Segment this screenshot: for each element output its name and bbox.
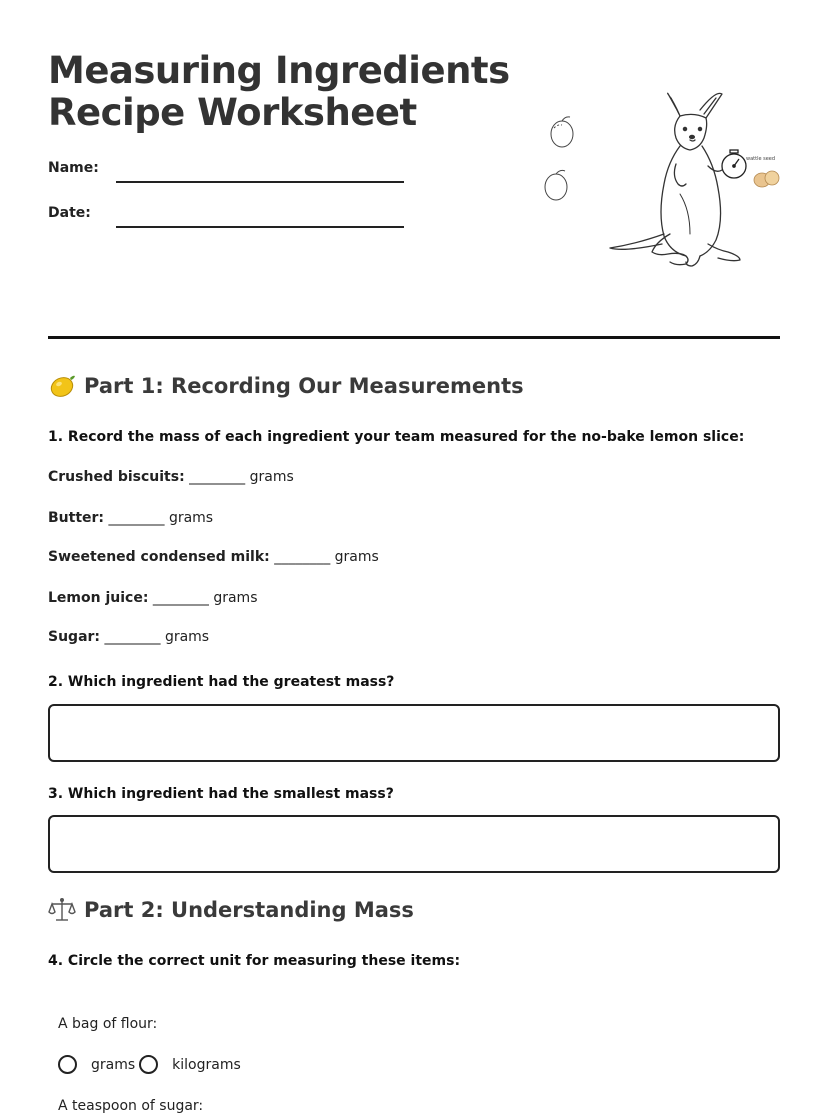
- ingredient-blank[interactable]: ________: [104, 629, 161, 645]
- radio-grams[interactable]: [58, 1055, 77, 1074]
- ingredient-name: Sugar:: [48, 629, 101, 645]
- ingredient-unit: grams: [168, 510, 214, 526]
- unit-options-flour: [58, 1055, 241, 1074]
- ingredient-butter[interactable]: [48, 510, 213, 526]
- radio-kilograms[interactable]: [139, 1055, 158, 1074]
- option-grams-label: grams: [91, 1056, 136, 1073]
- option-kilograms-label: kilograms: [172, 1056, 241, 1073]
- title-line-1: Measuring Ingredients: [48, 49, 510, 92]
- ingredient-condensed-milk[interactable]: [48, 549, 379, 565]
- worksheet-title: [48, 50, 510, 134]
- question-4: 4. Circle the correct unit for measuring these items:: [48, 953, 461, 969]
- title-line-2: Recipe Worksheet: [48, 91, 417, 134]
- kangaroo-illustration: [540, 84, 776, 274]
- part2-heading: [48, 896, 414, 924]
- ingredient-blank[interactable]: ________: [189, 469, 246, 485]
- name-label: Name:: [48, 160, 99, 176]
- balance-scale-icon: [48, 896, 76, 924]
- name-line[interactable]: [116, 181, 404, 183]
- ingredient-lemon-juice[interactable]: [48, 590, 257, 606]
- ingredient-blank[interactable]: ________: [108, 510, 165, 526]
- date-field[interactable]: [48, 205, 408, 229]
- wattle-seed-icon: [746, 156, 779, 187]
- lemon-outline-icon: [551, 117, 573, 147]
- ingredient-name: Lemon juice:: [48, 590, 149, 606]
- kangaroo-drawing: [540, 84, 776, 274]
- part1-heading-text: Part 1: Recording Our Measurements: [84, 374, 524, 398]
- question-2: 2. Which ingredient had the greatest mass?: [48, 674, 395, 690]
- date-line[interactable]: [116, 226, 404, 228]
- ingredient-unit: grams: [213, 590, 258, 606]
- answer-box-greatest-mass[interactable]: [48, 704, 780, 762]
- header-divider: [48, 336, 780, 339]
- wattle-seed-label: wattle seed: [746, 156, 776, 162]
- ingredient-blank[interactable]: ________: [274, 549, 331, 565]
- ingredient-blank[interactable]: ________: [152, 590, 209, 606]
- answer-box-smallest-mass[interactable]: [48, 815, 780, 873]
- ingredient-crushed-biscuits[interactable]: [48, 469, 294, 485]
- question-1: 1. Record the mass of each ingredient your team measured for the no-bake lemon slice:: [48, 429, 745, 445]
- name-field[interactable]: [48, 160, 408, 184]
- lemon-icon: [48, 372, 76, 400]
- ingredient-unit: grams: [249, 469, 294, 485]
- part2-heading-text: Part 2: Understanding Mass: [84, 898, 414, 922]
- question-3: 3. Which ingredient had the smallest mass?: [48, 786, 394, 802]
- item-label-sugar: A teaspoon of sugar:: [58, 1098, 204, 1114]
- ingredient-name: Crushed biscuits:: [48, 469, 185, 485]
- kangaroo-body: [610, 93, 740, 266]
- ingredient-name: Butter:: [48, 510, 105, 526]
- ingredient-unit: grams: [164, 629, 210, 645]
- ingredient-sugar[interactable]: [48, 629, 209, 645]
- ingredient-name: Sweetened condensed milk:: [48, 549, 270, 565]
- stopwatch-icon: [722, 150, 746, 178]
- date-label: Date:: [48, 205, 91, 221]
- part1-heading: [48, 372, 524, 400]
- lemon-outline-icon: [545, 170, 567, 200]
- ingredient-unit: grams: [334, 549, 379, 565]
- item-label-flour: A bag of flour:: [58, 1016, 158, 1032]
